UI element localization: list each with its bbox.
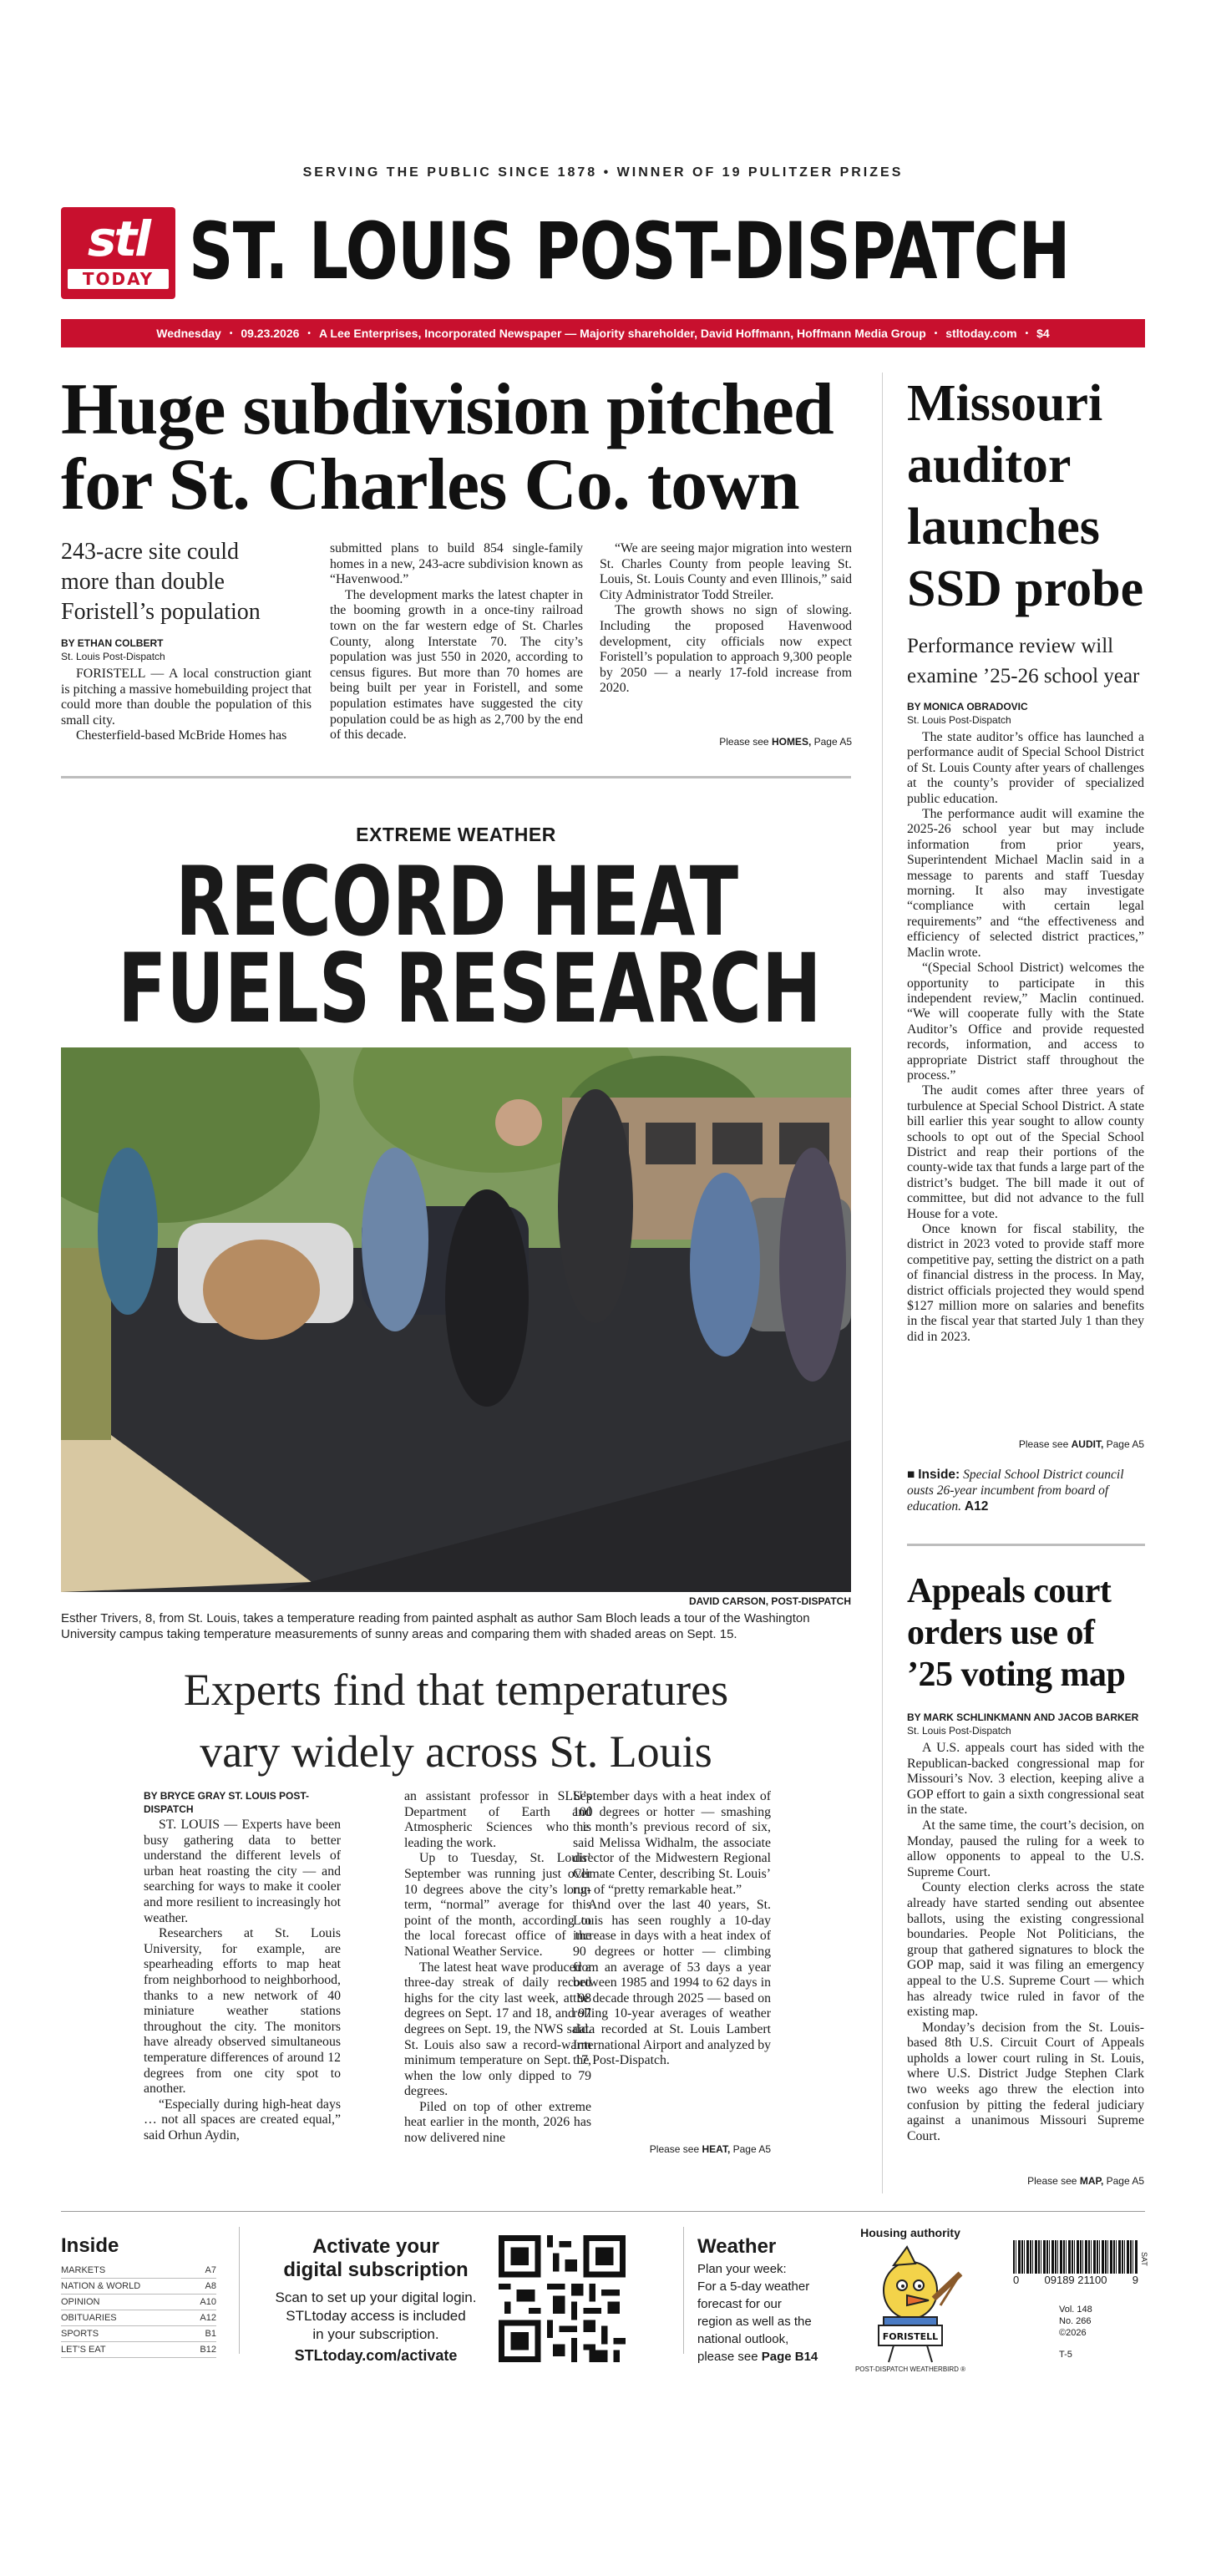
photo-caption: Esther Trivers, 8, from St. Louis, takes a temperature reading from painted asphalt as author Sam Bloch leads a tour of the Washington University campus taking temperature measurements of sunny areas and comparing them with shaded areas on Sept. 15. — [61, 1611, 810, 1641]
inside-page: A12 — [964, 1499, 989, 1514]
feature-kicker: EXTREME WEATHER — [356, 824, 556, 845]
jump-page: Page A5 — [1103, 2175, 1144, 2187]
feature-paragraph: Researchers at St. Louis University, for example, are spearheading efforts to map heat from neighborhood to neighborhood, thanks to a new network of 40 miniature weather stations throughout the city. The monitors have already observed simultaneous temperature differences of around 12 degrees from one city spot to another. — [144, 1926, 341, 2097]
dateline-website[interactable]: stltoday.com — [945, 327, 1017, 340]
lead-paragraph: submitted plans to build 854 single-family homes in a new, 243-acre subdivision known as “Havenwood.” — [330, 541, 583, 587]
feature-paragraph: And over the last 40 years, St. Louis has seen roughly a 10-day increase in days with a heat index of 90 degrees or hotter — climbing from an average of 53 days a year between 1985 and 1994 to 62 days in the decade through 2025 — based on rolling 10-year averages of weather data recorded at St. Louis Lambert International Airport and analyzed by the Post-Dispatch. — [573, 1898, 771, 2068]
feature-subhead[interactable] — [61, 1659, 851, 1782]
jump-page: Page A5 — [1103, 1438, 1144, 1450]
appeals-headline-line: ’25 voting map — [907, 1656, 1126, 1694]
jump-slug: AUDIT, — [1071, 1438, 1104, 1450]
volume: Vol. 148 — [1059, 2305, 1092, 2315]
barcode-side: SAT — [1140, 2252, 1148, 2266]
lead-paragraph: Chesterfield-based McBride Homes has — [76, 728, 287, 743]
auditor-paragraph: The performance audit will examine the 2025-26 school year but may include information from prior years, Superintendent Michael Maclin said in a message to parents and staff Tuesday morning. It also may investigate “compliance with certain legal requirements” and “the effectiveness and efficiency of selected district practices,” Maclin wrote. — [907, 807, 1144, 960]
auditor-byline-block — [907, 700, 1144, 727]
appeals-paragraph: A U.S. appeals court has sided with the Republican-backed congressional map for Missouri’s Nov. 3 election, keeping alive a GOP effort to gain a sixth congressional seat in the state. — [907, 1741, 1144, 1818]
feature-photo-image — [61, 1047, 851, 1592]
feature-subhead-line1: Experts find that temperatures — [183, 1665, 729, 1715]
activate-promo[interactable] — [251, 2235, 501, 2366]
footer-divider — [239, 2227, 240, 2354]
section-divider — [907, 1544, 1145, 1546]
weather-line: national outlook, — [697, 2332, 789, 2346]
inside-index-label: LET’S EAT — [61, 2345, 106, 2355]
lead-paragraph: The development marks the latest chapter in the booming growth in a once-tiny railroad town on the far western edge of St. Charles County, along Interstate 70. The city’s population was just 550 in 2020, according to census figures. But more than 70 homes are being built per year in Foristell, and some population estimates have suggested the city population could be as high as 2,700 by the end of this decade. — [330, 587, 583, 743]
lead-jump-line[interactable] — [600, 736, 852, 748]
auditor-headline-line: SSD probe — [907, 560, 1144, 617]
feature-headline-line2: FUELS RESEARCH — [118, 933, 822, 1038]
inside-index-page: B12 — [200, 2345, 216, 2355]
dateline-price: $4 — [1036, 327, 1050, 340]
barcode-icon — [1013, 2240, 1148, 2286]
auditor-paragraph: The audit comes after three years of turbulence at Special School District. A state bill earlier this year sought to allow county schools to opt out of the Special School District and reap their portions of the county-wide tax that funds a large part of the district’s budget. The bill made it out of committee, but did not advance to the full House for a vote. — [907, 1083, 1144, 1221]
inside-text: Special School District council ousts 26-year incumbent from board of education. — [907, 1468, 1124, 1514]
dateline-publisher: A Lee Enterprises, Incorporated Newspaper — Majority shareholder, David Hoffmann, Hoffmann Media Group — [318, 327, 926, 340]
appeals-body — [907, 1741, 1144, 2144]
feature-column-1 — [144, 1818, 341, 2143]
lead-column-3 — [600, 541, 852, 697]
weather-promo[interactable] — [697, 2235, 831, 2366]
appeals-headline-line: orders use of — [907, 1614, 1095, 1652]
lead-paragraph: “We are seeing major migration into western St. Charles County from people leaving St. Louis, St. Louis County and even Illinois,” said City Administrator Todd Streiler. — [600, 541, 852, 602]
edition-code: T-5 — [1059, 2350, 1072, 2360]
inside-index-label: MARKETS — [61, 2265, 106, 2275]
auditor-jump-line[interactable] — [907, 1438, 1144, 1450]
jump-slug: HOMES, — [771, 736, 812, 748]
inside-index-row[interactable] — [61, 2295, 216, 2310]
copyright: ©2026 — [1059, 2328, 1087, 2338]
jump-page: Page A5 — [730, 2143, 771, 2155]
barcode-digits: 09189 21100 — [1044, 2274, 1107, 2286]
auditor-headline-line: Missouri — [907, 375, 1103, 432]
jump-prefix: Please see — [1027, 2175, 1080, 2187]
weather-title: Weather — [697, 2235, 777, 2258]
feature-jump-line[interactable] — [573, 2143, 771, 2155]
inside-index-label: OPINION — [61, 2297, 100, 2307]
appeals-headline[interactable] — [907, 1570, 1149, 1696]
inside-index-title: Inside — [61, 2234, 119, 2257]
feature-byline: BY BRYCE GRAY ST. LOUIS POST-DISPATCH — [144, 1790, 310, 1815]
issue-number: No. 266 — [1059, 2316, 1092, 2326]
feature-headline[interactable] — [61, 856, 851, 1038]
feature-paragraph: ST. LOUIS — Experts have been busy gathering data to better understand the different levels of urban heat roasting the city — and searching for ways to make it cooler and more resilient to increasingly hot weather. — [144, 1818, 341, 1925]
appeals-byline-block — [907, 1711, 1149, 1737]
activate-body: STLtoday access is included — [286, 2308, 466, 2324]
auditor-paragraph: “(Special School District) welcomes the opportunity to participate in this independent review,” Maclin continued. “We will cooperate fully with the State Auditor’s Office and provide requested records, information, and access to appropriate District staff throughout the process.” — [907, 961, 1144, 1083]
lead-byline-block — [61, 636, 312, 663]
footer-divider — [683, 2227, 684, 2354]
column-divider — [882, 373, 883, 2193]
feature-headline-line1: RECORD HEAT — [175, 856, 739, 957]
qr-code-icon[interactable] — [499, 2235, 626, 2362]
jump-slug: HEAT, — [702, 2143, 731, 2155]
weather-line: please see — [697, 2350, 762, 2364]
feature-column-2 — [404, 1789, 591, 2147]
auditor-paragraph: Once known for fiscal stability, the district in 2023 voted to provide staff more competitive pay, setting the district on a path of financial distress in the process. In May, district officials projected they would spend $127 million more on salaries and benefits in the fiscal year that started July 1 than they did in 2023. — [907, 1222, 1144, 1344]
cartoon-sign: FORISTELL — [882, 2331, 939, 2342]
activate-body: Scan to set up your digital login. — [275, 2289, 477, 2305]
dateline-date: 09.23.2026 — [241, 327, 300, 340]
cartoon-credit: POST-DISPATCH WEATHERBIRD ® — [854, 2366, 966, 2373]
auditor-headline[interactable] — [907, 373, 1149, 620]
inside-index-row[interactable] — [61, 2310, 216, 2326]
weather-page: Page B14 — [761, 2350, 818, 2364]
masthead: ST. LOUIS POST-DISPATCH — [189, 206, 1070, 297]
auditor-deck: Performance review will examine ’25-26 school year — [907, 635, 1140, 687]
auditor-body — [907, 730, 1144, 1345]
feature-subhead-line2: vary widely across St. Louis — [200, 1727, 712, 1777]
inside-index-page: A12 — [200, 2313, 216, 2323]
lead-headline[interactable]: Huge subdivision pitched for St. Charles Co. town — [61, 369, 834, 525]
auditor-paragraph: The state auditor’s office has launched a performance audit of Special School District of St. Louis County after years of challenges at the county’s provider of specialized public education. — [907, 730, 1144, 806]
inside-index-row[interactable] — [61, 2326, 216, 2342]
inside-index — [61, 2234, 216, 2358]
jump-page: Page A5 — [811, 736, 852, 748]
footer-rule — [61, 2211, 1145, 2212]
inside-index-page: B1 — [205, 2329, 216, 2339]
inside-index-page: A10 — [200, 2297, 216, 2307]
cartoon-title: Housing authority — [860, 2226, 960, 2239]
tagline: SERVING THE PUBLIC SINCE 1878 • WINNER OF 19 PULITZER PRIZES — [302, 165, 904, 180]
feature-paragraph: an assistant professor in SLU’s Department of Earth and Atmospheric Sciences who is leading the work. — [404, 1789, 591, 1850]
activate-title: Activate your — [312, 2235, 440, 2258]
jump-prefix: Please see — [1018, 1438, 1072, 1450]
issue-info — [1059, 2304, 1126, 2360]
logo-today: TODAY — [68, 269, 169, 289]
inside-index-label: SPORTS — [61, 2329, 99, 2339]
auditor-byline: BY MONICA OBRADOVIC — [907, 701, 1028, 712]
inside-index-page: A8 — [205, 2281, 216, 2291]
jump-slug: MAP, — [1079, 2175, 1104, 2187]
auditor-headline-line: auditor — [907, 437, 1072, 494]
auditor-affiliation: St. Louis Post-Dispatch — [907, 714, 1011, 726]
lead-paragraph: FORISTELL — A local construction giant is pitching a massive homebuilding project that could more than double the population of this small city. — [61, 667, 312, 728]
jump-prefix: Please see — [649, 2143, 702, 2155]
activate-url[interactable]: STLtoday.com/activate — [294, 2347, 458, 2364]
feature-paragraph: September days with a heat index of 100 degrees or hotter — smashing the month’s previous record of six, said Melissa Widhalm, the associate director of the Midwestern Regional Climate Center, describing St. Louis’ run of “pretty remarkable heat.” — [573, 1789, 771, 1897]
lead-paragraph: The growth shows no sign of slowing. Including the proposed Havenwood development, city officials now expect Foristell’s population to approach 9,300 people by 2050 — a nearly 17-fold increase from 2020. — [600, 603, 852, 696]
appeals-byline: BY MARK SCHLINKMANN AND JACOB BARKER — [907, 1711, 1139, 1723]
activate-body: in your subscription. — [312, 2326, 439, 2342]
auditor-inside-teaser[interactable] — [907, 1467, 1144, 1514]
appeals-affiliation: St. Louis Post-Dispatch — [907, 1725, 1011, 1737]
weatherbird-icon — [835, 2240, 986, 2366]
inside-index-page: A7 — [205, 2265, 216, 2275]
dateline-day: Wednesday — [156, 327, 221, 340]
inside-index-label: NATION & WORLD — [61, 2281, 141, 2291]
feature-paragraph: Piled on top of other extreme heat earlier in the month, 2026 has now delivered nine — [404, 2099, 591, 2146]
appeals-headline-line: Appeals court — [907, 1572, 1112, 1610]
inside-index-label: OBITUARIES — [61, 2313, 117, 2323]
barcode-left: 0 — [1013, 2274, 1020, 2286]
weather-line: Plan your week: — [697, 2262, 787, 2276]
lead-byline: BY ETHAN COLBERT — [61, 637, 164, 649]
appeals-paragraph: Monday’s decision from the St. Louis-based 8th U.S. Circuit Court of Appeals upholds a lower court ruling in St. Louis, where U.S. District Judge Stephen Clark two weeks ago threw the election into confusion by pitting the federal judiciary against a unanimous Missouri Supreme Court. — [907, 2020, 1144, 2143]
section-divider — [61, 776, 851, 778]
inside-index-row[interactable] — [61, 2263, 216, 2279]
appeals-paragraph: At the same time, the court’s decision, on Monday, paused the ruling for a week to allow opponents to appeal to the U.S. Supreme Court. — [907, 1818, 1144, 1879]
lead-column-1 — [61, 667, 312, 744]
appeals-jump-line[interactable] — [907, 2175, 1144, 2187]
inside-index-row[interactable] — [61, 2279, 216, 2295]
jump-prefix: Please see — [719, 736, 772, 748]
weather-line: region as well as the — [697, 2315, 812, 2329]
feature-photo[interactable] — [61, 1047, 851, 1592]
dateline-bar: Wednesday • 09.23.2026 • A Lee Enterprises, Incorporated Newspaper — Majority shareholder, David Hoffmann, Hoffmann Media Group • stltoday.com • $4 — [61, 319, 1145, 347]
lead-column-2 — [330, 541, 583, 743]
lead-affiliation: St. Louis Post-Dispatch — [61, 651, 165, 662]
weatherbird-cartoon[interactable] — [835, 2225, 986, 2392]
feature-paragraph: The latest heat wave produced a three-day streak of daily record highs for the city last week, at 98 degrees on Sept. 17 and 18, and 97 degrees on Sept. 19, the NWS said. St. Louis also saw a record-warm minimum temperature on Sept. 17, when the low only dipped to 79 degrees. — [404, 1960, 591, 2099]
feature-paragraph: “Especially during high-heat days … not all spaces are created equal,” said Orhun Aydin, — [144, 2097, 341, 2142]
inside-index-row[interactable] — [61, 2342, 216, 2358]
weather-line: forecast for our — [697, 2297, 782, 2311]
auditor-headline-line: launches — [907, 499, 1100, 555]
inside-label: Inside: — [918, 1468, 960, 1482]
appeals-paragraph: County election clerks across the state already have started sending out absentee ballots, using the existing congressional boundaries. People Not Politicians, the group that gathered signatures to block the GOP map, said it was filing an emergency appeal to the U.S. Supreme Court — which has already twice ruled in favor of the existing map. — [907, 1880, 1144, 2020]
feature-column-3 — [573, 1789, 771, 2069]
stltoday-logo[interactable] — [61, 207, 175, 299]
weather-line: For a 5-day weather — [697, 2279, 810, 2294]
photo-credit: DAVID CARSON, POST-DISPATCH — [688, 1595, 851, 1607]
inside-square-icon: ■ — [907, 1468, 915, 1482]
lead-deck: 243-acre site could more than double Foristell’s population — [61, 539, 261, 625]
activate-title: digital subscription — [283, 2259, 469, 2281]
feature-paragraph: Up to Tuesday, St. Louis’ September was running just over 10 degrees above the city’s long-term, “normal” average for this point of the month, according to the local forecast office of the National Weather Service. — [404, 1851, 591, 1959]
logo-stl: stl — [87, 210, 149, 267]
barcode-right: 9 — [1132, 2274, 1138, 2286]
